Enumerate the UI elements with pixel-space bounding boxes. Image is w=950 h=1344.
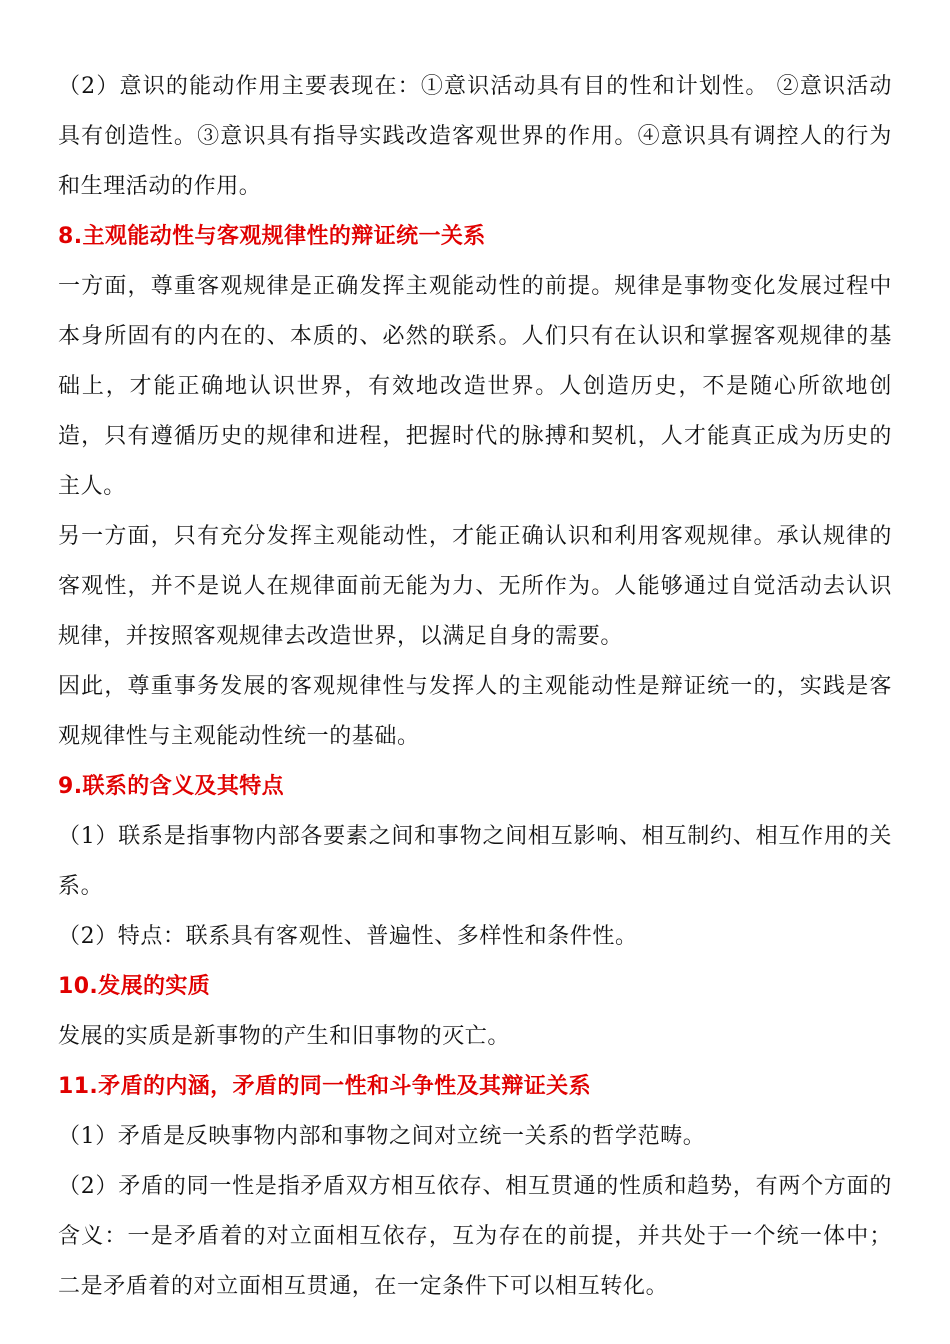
paragraph-contradiction-definition: （1）矛盾是反映事物内部和事物之间对立统一关系的哲学范畴。: [58, 1124, 706, 1149]
heading-section-10: 10.发展的实质: [58, 974, 211, 999]
paragraph-initiative: 另一方面，只有充分发挥主观能动性，才能正确认识和利用客观规律。承认规律的客观性，并不是说人在规律面前无能为力、无所作为。人能够通过自觉活动去认识规律，并按照客观规律去改造世界，以满足自身的需要。: [58, 524, 892, 649]
paragraph-conclusion: 因此，尊重事务发展的客观规律性与发挥人的主观能动性是辩证统一的，实践是客观规律性与主观能动性统一的基础。: [58, 674, 892, 749]
heading-section-8: 8.主观能动性与客观规律性的辩证统一关系: [58, 224, 486, 249]
heading-section-9: 9.联系的含义及其特点: [58, 774, 285, 799]
paragraph-development-essence: 发展的实质是新事物的产生和旧事物的灭亡。: [58, 1024, 511, 1049]
paragraph-connection-features: （2）特点：联系具有客观性、普遍性、多样性和条件性。: [58, 924, 638, 949]
document-page: [58, 62, 892, 1312]
paragraph-respect-law: 一方面，尊重客观规律是正确发挥主观能动性的前提。规律是事物变化发展过程中本身所固有的内在的、本质的、必然的联系。人们只有在认识和掌握客观规律的基础上，才能正确地认识世界，有效地改造世界。人创造历史，不是随心所欲地创造，只有遵循历史的规律和进程，把握时代的脉搏和契机，人才能真正成为历史的主人。: [58, 274, 892, 499]
paragraph-consciousness-role: （2）意识的能动作用主要表现在：①意识活动具有目的性和计划性。 ②意识活动具有创造性。③意识具有指导实践改造客观世界的作用。④意识具有调控人的行为和生理活动的作用。: [58, 74, 892, 199]
paragraph-contradiction-identity: （2）矛盾的同一性是指矛盾双方相互依存、相互贯通的性质和趋势，有两个方面的含义：一是矛盾着的对立面相互依存，互为存在的前提，并共处于一个统一体中；二是矛盾着的对立面相互贯通，在一定条件下可以相互转化。: [58, 1174, 892, 1299]
paragraph-connection-definition: （1）联系是指事物内部各要素之间和事物之间相互影响、相互制约、相互作用的关系。: [58, 824, 892, 899]
heading-section-11: 11.矛盾的内涵，矛盾的同一性和斗争性及其辩证关系: [58, 1074, 591, 1099]
